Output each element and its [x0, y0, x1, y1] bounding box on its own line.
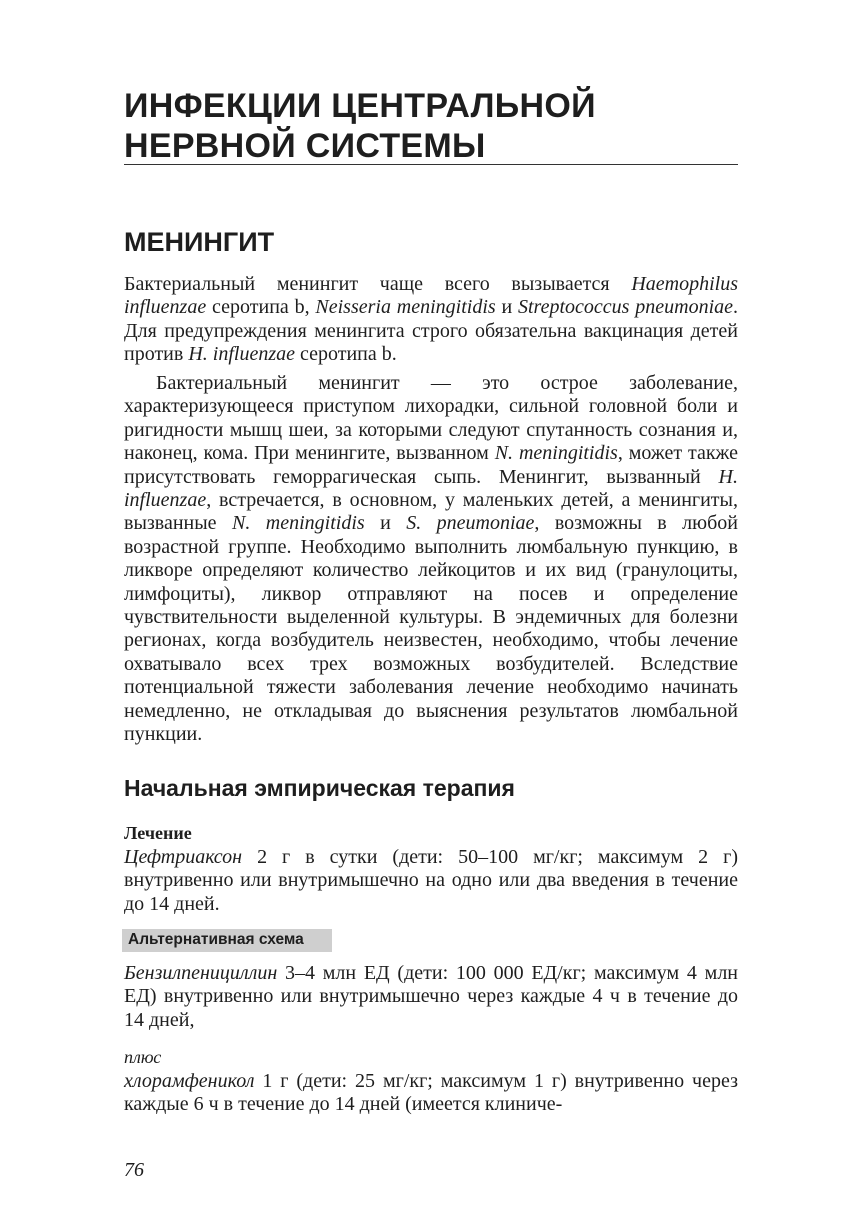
organism-name: H. influenzae — [124, 465, 738, 512]
drug-name: Цефтриаксон — [124, 846, 243, 868]
organism-name: Haemophilus influenzae — [124, 273, 738, 319]
alternative-scheme-label: Альтернативная схема — [122, 929, 332, 952]
paragraph-treatment — [124, 846, 738, 916]
chapter-divider — [124, 164, 738, 165]
text-run: , может также присутствовать геморрагическая сыпь. Менингит, вызванный — [124, 442, 738, 488]
paragraph-alternative — [124, 962, 738, 1032]
organism-name: Streptococcus pneumoniae — [518, 296, 734, 319]
paragraph-description — [124, 372, 738, 747]
text-run: , встречается, в основном, у маленьких детей, а менингиты, вызванные — [124, 489, 738, 535]
text-run: 1 г (дети: 25 мг/кг; максимум 1 г) внутривенно через каждые 6 ч в течение до 14 дней (имеется клиниче- — [124, 1070, 738, 1116]
organism-name: H. influenzae — [188, 343, 295, 366]
paragraph-alternative-continued — [124, 1070, 738, 1117]
text-run: Бактериальный менингит чаще всего вызывается — [124, 273, 632, 295]
organism-name: N. meningitidis — [494, 442, 618, 465]
text-run: 3–4 млн ЕД (дети: 100 000 ЕД/кг; максимум 4 млн ЕД) внутривенно или внутримышечно через каждые 4 ч в течение до 14 дней, — [124, 962, 738, 1031]
text-run: Бактериальный менингит — это острое заболевание, характеризующееся приступом лихорадки, сильной головной боли и ригидности мышц шеи, за которыми следуют спутанность сознания и, наконец, кома. При менингите, вызванном — [124, 372, 738, 465]
drug-name: хлорамфеникол — [124, 1070, 255, 1092]
plus-label: плюс — [124, 1047, 162, 1067]
text-run: , возможны в любой возрастной группе. Необходимо выполнить люмбальную пункцию, в ликворе определяют количество лейкоцитов и их вид (гранулоциты, лимфоциты), ликвор отправляют на посев и определение чувствительности выделенной культуры. В эндемичных для болезни регионах, когда возбудитель неизвестен, необходимо, чтобы лечение охватывало всех трех возможных возбудителей. Вследствие потенциальной тяжести заболевания лечение необходимо начинать немедленно, не откладывая до выяснения результатов люмбальной пункции. — [124, 512, 738, 746]
organism-name: Neisseria meningitidis — [315, 296, 496, 319]
text-run: . Для предупреждения менингита строго обязательна вакцинация детей против — [124, 296, 739, 366]
drug-name: Бензилпенициллин — [124, 962, 278, 984]
text-run: и — [495, 296, 518, 319]
page-number: 76 — [124, 1159, 144, 1181]
text-run: 2 г в сутки (дети: 50–100 мг/кг; максимум 2 г) внутривенно или внутримышечно на одно или два введения в течение до 14 дней. — [124, 846, 738, 915]
subsection-title: Начальная эмпирическая терапия — [124, 775, 515, 801]
text-run: серотипа b. — [294, 343, 397, 366]
organism-name: N. meningitidis — [232, 512, 365, 535]
treatment-label: Лечение — [124, 823, 192, 843]
section-title: МЕНИНГИТ — [124, 227, 275, 257]
paragraph-intro — [124, 273, 738, 367]
chapter-title: ИНФЕКЦИИ ЦЕНТРАЛЬНОЙ НЕРВНОЙ СИСТЕМЫ — [124, 87, 596, 165]
organism-name: S. pneumoniae — [406, 512, 535, 535]
text-run: серотипа b, — [206, 296, 316, 319]
text-run: и — [364, 512, 407, 535]
